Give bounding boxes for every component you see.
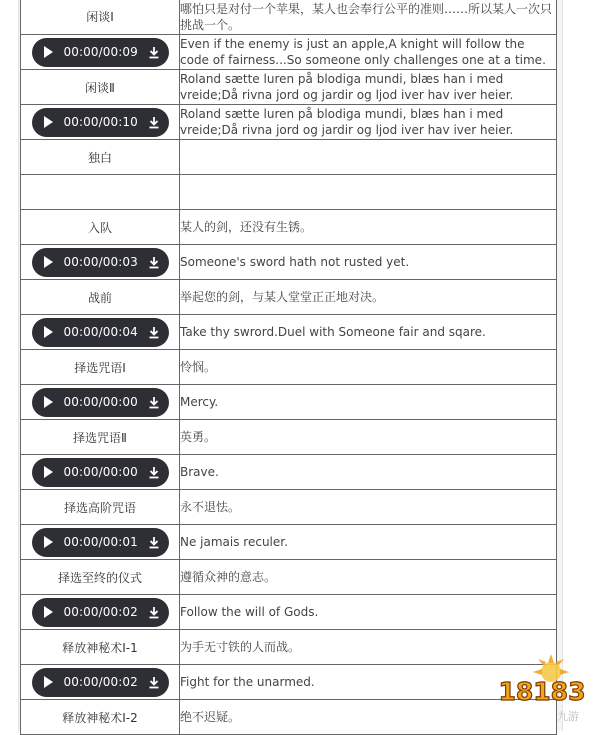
audio-player[interactable] xyxy=(32,598,169,627)
table-row xyxy=(21,105,557,140)
audio-player[interactable] xyxy=(32,528,169,557)
table-row xyxy=(21,210,557,245)
play-icon[interactable] xyxy=(44,46,53,58)
download-icon[interactable] xyxy=(148,256,160,269)
table-row xyxy=(21,665,557,700)
row-label: 战前 xyxy=(21,280,180,315)
watermark-sub: 九游 xyxy=(557,710,579,723)
audio-cell xyxy=(21,665,180,700)
audio-player[interactable] xyxy=(32,38,169,67)
download-icon[interactable] xyxy=(148,326,160,339)
table-row xyxy=(21,0,557,35)
audio-player[interactable] xyxy=(32,318,169,347)
audio-player[interactable] xyxy=(32,668,169,697)
row-label: 释放神秘术Ⅰ-2 xyxy=(21,700,180,735)
row-text: Follow the will of Gods. xyxy=(180,595,557,630)
audio-player[interactable] xyxy=(32,458,169,487)
row-label: 闲谈Ⅰ xyxy=(21,0,180,35)
row-label: 释放神秘术Ⅰ-1 xyxy=(21,630,180,665)
download-icon[interactable] xyxy=(148,536,160,549)
download-icon[interactable] xyxy=(148,466,160,479)
row-text: 哪怕只是对付一个苹果，某人也会奉行公平的准则……所以某人一次只挑战一个。 xyxy=(180,0,557,35)
row-label: 闲谈Ⅱ xyxy=(21,70,180,105)
audio-player[interactable] xyxy=(32,388,169,417)
row-text: 怜悯。 xyxy=(180,350,557,385)
audio-cell xyxy=(21,105,180,140)
audio-cell xyxy=(21,35,180,70)
row-text: Roland sætte luren på blodiga mundi, blæs han i med vreide;Då rivna jord og jardir og ljod iver hav iver heier. xyxy=(180,70,557,105)
row-label: 独白 xyxy=(21,140,180,175)
table-row xyxy=(21,35,557,70)
row-text: Even if the enemy is just an apple,A knight will follow the code of fairness...So someone only challenges one at a time. xyxy=(180,35,557,70)
row-text xyxy=(180,175,557,210)
row-label: 择选咒语Ⅰ xyxy=(21,350,180,385)
play-icon[interactable] xyxy=(44,256,53,268)
row-text: 遵循众神的意志。 xyxy=(180,560,557,595)
play-icon[interactable] xyxy=(44,466,53,478)
row-label: 择选咒语Ⅱ xyxy=(21,420,180,455)
table-row xyxy=(21,140,557,175)
table-row xyxy=(21,315,557,350)
row-text xyxy=(180,140,557,175)
table-row xyxy=(21,630,557,665)
download-icon[interactable] xyxy=(148,396,160,409)
row-text: Fight for the unarmed. xyxy=(180,665,557,700)
download-icon[interactable] xyxy=(148,46,160,59)
table-row xyxy=(21,350,557,385)
audio-time: 00:00/00:09 xyxy=(63,45,138,59)
audio-time: 00:00/00:10 xyxy=(63,115,138,129)
audio-time: 00:00/00:04 xyxy=(63,325,138,339)
download-icon[interactable] xyxy=(148,116,160,129)
audio-time: 00:00/00:00 xyxy=(63,465,138,479)
table-row xyxy=(21,385,557,420)
voice-lines-table xyxy=(20,0,557,735)
table-row xyxy=(21,70,557,105)
table-row xyxy=(21,280,557,315)
watermark-brand: 18183 xyxy=(498,677,586,706)
download-icon[interactable] xyxy=(148,606,160,619)
table-row xyxy=(21,490,557,525)
row-label: 择选高阶咒语 xyxy=(21,490,180,525)
audio-time: 00:00/00:02 xyxy=(63,605,138,619)
row-text: Ne jamais reculer. xyxy=(180,525,557,560)
play-icon[interactable] xyxy=(44,116,53,128)
play-icon[interactable] xyxy=(44,606,53,618)
audio-cell xyxy=(21,245,180,280)
audio-player[interactable] xyxy=(32,248,169,277)
play-icon[interactable] xyxy=(44,396,53,408)
table-row xyxy=(21,455,557,490)
row-label: 入队 xyxy=(21,210,180,245)
table-row xyxy=(21,700,557,735)
audio-cell xyxy=(21,455,180,490)
audio-cell xyxy=(21,595,180,630)
row-text: 永不退怯。 xyxy=(180,490,557,525)
row-text: Brave. xyxy=(180,455,557,490)
row-text: 举起您的剑，与某人堂堂正正地对决。 xyxy=(180,280,557,315)
audio-cell xyxy=(21,385,180,420)
site-watermark-logo xyxy=(488,650,598,728)
table-row xyxy=(21,175,557,210)
audio-time: 00:00/00:00 xyxy=(63,395,138,409)
table-row xyxy=(21,420,557,455)
table-row xyxy=(21,560,557,595)
row-text: Roland sætte luren på blodiga mundi, blæs han i med vreide;Då rivna jord og jardir og ljod iver hav iver heier. xyxy=(180,105,557,140)
table-row xyxy=(21,525,557,560)
row-text: Take thy swrord.Duel with Someone fair and sqare. xyxy=(180,315,557,350)
row-text: 绝不迟疑。 xyxy=(180,700,557,735)
row-label xyxy=(21,175,180,210)
play-icon[interactable] xyxy=(44,326,53,338)
play-icon[interactable] xyxy=(44,676,53,688)
row-label: 择选至终的仪式 xyxy=(21,560,180,595)
row-text: Mercy. xyxy=(180,385,557,420)
download-icon[interactable] xyxy=(148,676,160,689)
row-text: 英勇。 xyxy=(180,420,557,455)
row-text: Someone's sword hath not rusted yet. xyxy=(180,245,557,280)
audio-player[interactable] xyxy=(32,108,169,137)
row-text: 某人的剑，还没有生锈。 xyxy=(180,210,557,245)
audio-cell xyxy=(21,525,180,560)
audio-time: 00:00/00:01 xyxy=(63,535,138,549)
table-row xyxy=(21,245,557,280)
row-text: 为手无寸铁的人而战。 xyxy=(180,630,557,665)
play-icon[interactable] xyxy=(44,536,53,548)
table-row xyxy=(21,595,557,630)
audio-time: 00:00/00:02 xyxy=(63,675,138,689)
audio-cell xyxy=(21,315,180,350)
audio-time: 00:00/00:03 xyxy=(63,255,138,269)
